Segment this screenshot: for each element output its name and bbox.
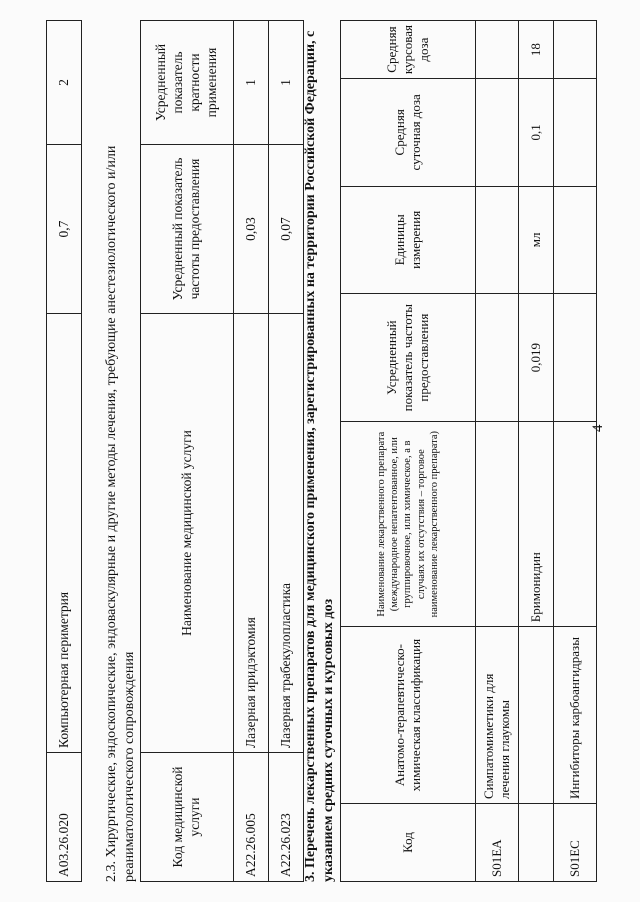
col-header-daily: Средняя суточная доза <box>341 79 476 186</box>
table-row <box>554 21 597 882</box>
service-name: Компьютерная периметрия <box>47 314 82 753</box>
service-mult: 1 <box>234 21 269 145</box>
table-row <box>234 21 269 882</box>
service-mult: 1 <box>269 21 304 145</box>
drug-unit <box>476 186 519 294</box>
col-header-freq: Усредненный показатель частоты предоставления <box>341 294 476 422</box>
drug-code: S01EC <box>554 804 597 882</box>
col-header-code: Код медицинской услуги <box>141 753 234 882</box>
drug-unit: мл <box>519 186 554 294</box>
service-code: А03.26.020 <box>47 753 82 882</box>
section-3-heading: 3. Перечень лекарственных препаратов для медицинского применения, зарегистрированных на территории Российской Федерации, с указанием средних суточных и курсовых доз <box>303 30 336 882</box>
surgical-services-table <box>140 20 304 882</box>
table-row <box>47 21 82 882</box>
drug-daily <box>554 79 597 186</box>
drug-atc: Симпатомиметики для лечения глаукомы <box>476 627 519 804</box>
service-freq: 0,03 <box>234 145 269 314</box>
col-header-name: Наименование медицинской услуги <box>141 314 234 753</box>
drug-unit <box>554 186 597 294</box>
col-header-unit: Единицы измерения <box>341 186 476 294</box>
drug-course <box>554 21 597 79</box>
drug-name <box>554 422 597 627</box>
col-header-code: Код <box>341 804 476 882</box>
drug-course: 18 <box>519 21 554 79</box>
drug-atc: Ингибиторы карбоангидразы <box>554 627 597 804</box>
table-header-row <box>141 21 234 882</box>
drugs-table <box>340 20 597 882</box>
service-mult: 2 <box>47 21 82 145</box>
drug-code <box>519 804 554 882</box>
drug-freq <box>476 294 519 422</box>
table-row <box>476 21 519 882</box>
services-table-continued <box>46 20 82 882</box>
drug-code: S01EA <box>476 804 519 882</box>
drug-name: Бримонидин <box>519 422 554 627</box>
drug-atc <box>519 627 554 804</box>
service-name: Лазерная трабекулопластика <box>269 314 304 753</box>
drug-daily: 0,1 <box>519 79 554 186</box>
col-header-atc: Анатомо-терапевтическо-химическая классификация <box>341 627 476 804</box>
col-header-course: Средняя курсовая доза <box>341 21 476 79</box>
drug-freq: 0,019 <box>519 294 554 422</box>
service-freq: 0,07 <box>269 145 304 314</box>
col-header-freq: Усредненный показатель частоты предоставления <box>141 145 234 314</box>
service-name: Лазерная иридэктомия <box>234 314 269 753</box>
table-row <box>269 21 304 882</box>
page-number: 4 <box>590 424 606 432</box>
drug-freq <box>554 294 597 422</box>
service-code: А22.26.023 <box>269 753 304 882</box>
section-2-3-heading: 2.3. Хирургические, эндоскопические, эндоваскулярные и другие методы лечения, требующие анестезиологического и/или реаниматологического сопровождения <box>104 145 137 882</box>
drug-daily <box>476 79 519 186</box>
service-code: А22.26.005 <box>234 753 269 882</box>
col-header-drug: Наименование лекарственного препарата (международное непатентованное, или группировочное, или химическое, а в случаях их отсутствия – торговое наименование лекарственного препарата) <box>341 422 476 627</box>
table-row <box>519 21 554 882</box>
table-header-row <box>341 21 476 882</box>
service-freq: 0,7 <box>47 145 82 314</box>
drug-name <box>476 422 519 627</box>
col-header-mult: Усредненный показатель кратности применения <box>141 21 234 145</box>
drug-course <box>476 21 519 79</box>
